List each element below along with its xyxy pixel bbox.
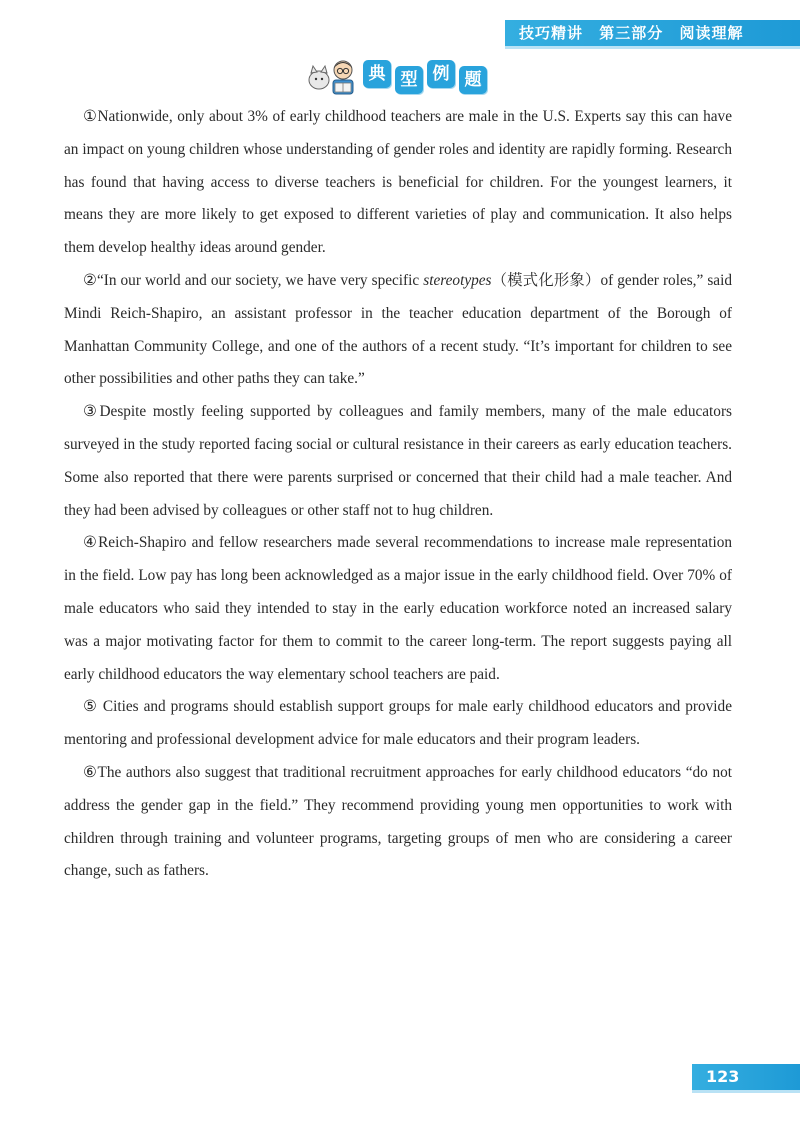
- banner-char-dian: 典: [363, 60, 391, 88]
- paragraph-5: ⑤ Cities and programs should establish support groups for male early childhood educators and provide mentoring and professional development advice for male educators and their program leaders.: [64, 698, 732, 749]
- article-body: [64, 101, 732, 888]
- paragraph-2-lead: ②“In our world and our society, we have very specific: [83, 271, 424, 289]
- header-segment-part: 第三部分: [599, 24, 664, 42]
- header-segment-technique: 技巧精讲: [519, 24, 584, 42]
- paragraph-3: ③Despite mostly feeling supported by colleagues and family members, many of the male educators surveyed in the study reported facing social or cultural resistance in their careers as early education teachers. Some also reported that there were parents surprised or concerned that their child had a male teacher. And they had been advised by colleagues or other staff not to hug children.: [64, 403, 732, 519]
- page-number: 123: [692, 1064, 800, 1090]
- paragraph-2-rest: of gender roles,” said Mindi Reich-Shapiro, an assistant professor in the teacher education department of the Borough of Manhattan Community College, and one of the authors of a recent study. “It’s important for children to see other possibilities and other paths they can take.”: [64, 271, 732, 388]
- stereotypes-term: stereotypes: [423, 271, 492, 289]
- header-stripe: [505, 46, 800, 49]
- banner-char-xing: 型: [395, 66, 423, 94]
- banner-char-li: 例: [427, 60, 455, 88]
- header-segment-reading: 阅读理解: [679, 24, 744, 42]
- paragraph-6: ⑥The authors also suggest that traditional recruitment approaches for early childhood educators “do not address the gender gap in the field.” They recommend providing young men opportunities to work with children through training and volunteer programs, targeting groups of men who are considering a career change, such as fathers.: [64, 763, 732, 880]
- chapter-header: [505, 20, 800, 46]
- paragraph-1: ①Nationwide, only about 3% of early childhood teachers are male in the U.S. Experts say this can have an impact on young children whose understanding of gender roles and identity are rapidly forming. Research has found that having access to diverse teachers is beneficial for children. For the youngest learners, it means they are more likely to get exposed to different varieties of play and communication. It also helps them develop healthy ideas around gender.: [64, 108, 732, 257]
- reading-mascot-icon: [305, 56, 361, 96]
- section-banner: [305, 56, 491, 96]
- paragraph-2: [64, 265, 732, 396]
- paragraph-4: ④Reich-Shapiro and fellow researchers made several recommendations to increase male representation in the field. Low pay has long been acknowledged as a major issue in the early childhood field. Over 70% of male educators who said they intended to stay in the early education workforce noted an increased salary was a major motivating factor for them to commit to the career long-term. The report suggests paying all early childhood educators the way elementary school teachers are paid.: [64, 534, 732, 683]
- banner-char-ti: 题: [459, 66, 487, 94]
- page-number-stripe: [692, 1090, 800, 1093]
- stereotypes-gloss: （模式化形象）: [491, 271, 601, 289]
